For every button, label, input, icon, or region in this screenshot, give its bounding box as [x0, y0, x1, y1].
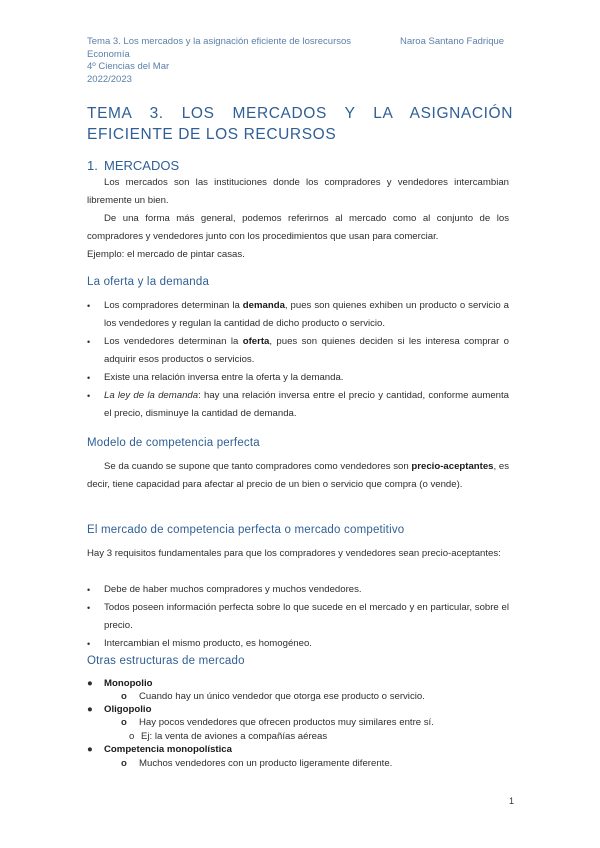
list-oferta-demanda: [87, 297, 509, 423]
bullet-icon: ●: [87, 744, 93, 755]
list-item: • Los vendedores determinan la oferta, pues son quienes deciden si les interesa comprar o adquirir esos productos o servicios.: [87, 333, 509, 369]
list-item-monopolio: ● Monopolio: [87, 678, 153, 689]
bullet-icon: •: [87, 585, 91, 595]
header-course: 4º Ciencias del Mar: [87, 61, 170, 73]
list-item: • Intercambian el mismo producto, es homogéneo.: [87, 635, 509, 653]
bullet-icon: ●: [87, 678, 93, 689]
bullet-icon: •: [87, 373, 91, 383]
sub-item-monopolio: o Cuando hay un único vendedor que otorga ese producto o servicio.: [121, 691, 425, 702]
header-title: Tema 3. Los mercados y la asignación eficiente de losrecursos: [87, 36, 352, 47]
paragraph-modelo: Se da cuando se supone que tanto compradores como vendedores son precio-aceptantes, es decir, tiene capacidad para afectar al precio de un bien o servicio que compra (o vende).: [87, 461, 509, 490]
circle-bullet-icon: o: [121, 758, 127, 769]
list-item: • Todos poseen información perfecta sobre lo que sucede en el mercado y en particular, sobre el precio.: [87, 599, 509, 635]
section-heading-mercados: [87, 158, 179, 173]
bullet-icon: ●: [87, 704, 93, 715]
heading-oferta-demanda: La oferta y la demanda: [87, 276, 210, 288]
header-subject: Economía: [87, 48, 130, 60]
list-item: • Los compradores determinan la demanda, pues son quienes exhiben un producto o servicio a los vendedores y regulan la cantidad de dicho producto o servicio.: [87, 297, 509, 333]
section-number: 1.: [87, 158, 98, 173]
bullet-icon: •: [87, 391, 91, 401]
page-title: TEMA 3. LOS MERCADOS Y LA ASIGNACIÓN EFICIENTE DE LOS RECURSOS: [87, 105, 513, 143]
sub-sub-item-oligopolio-ejemplo: o Ej: la venta de aviones a compañías aéreas: [129, 731, 328, 742]
list-item-competencia-monopolistica: ● Competencia monopolística: [87, 744, 232, 755]
header-year: 2022/2023: [87, 73, 132, 85]
paragraph-mercados-general: De una forma más general, podemos referirnos al mercado como al conjunto de los compradores y vendedores junto con los procedimientos que usan para comerciar.: [87, 213, 509, 242]
section-title: MERCADOS: [104, 158, 180, 173]
list-item: • Existe una relación inversa entre la oferta y la demanda.: [87, 369, 509, 387]
bullet-icon: •: [87, 603, 91, 613]
page-header: [87, 36, 351, 86]
paragraph-requisitos: Hay 3 requisitos fundamentales para que los compradores y vendedores sean precio-aceptantes:: [87, 548, 501, 559]
list-requisitos: [87, 581, 509, 653]
paragraph-example: Ejemplo: el mercado de pintar casas.: [87, 249, 245, 260]
list-item: • La ley de la demanda: hay una relación inversa entre el precio y cantidad, conforme aumenta el precio, disminuye la cantidad de demanda.: [87, 387, 509, 423]
list-item-oligopolio: ● Oligopolio: [87, 704, 152, 715]
sub-item-competencia: o Muchos vendedores con un producto ligeramente diferente.: [121, 758, 393, 769]
circle-bullet-icon: o: [121, 717, 127, 728]
page-number: 1: [509, 796, 515, 806]
heading-otras-estructuras: Otras estructuras de mercado: [87, 655, 245, 667]
bullet-icon: •: [87, 337, 91, 347]
sub-item-oligopolio: o Hay pocos vendedores que ofrecen productos muy similares entre sí.: [121, 717, 434, 728]
circle-bullet-icon: o: [129, 731, 135, 742]
heading-modelo-competencia: Modelo de competencia perfecta: [87, 437, 260, 449]
heading-mercado-competitivo: El mercado de competencia perfecta o mercado competitivo: [87, 524, 405, 536]
list-item: • Debe de haber muchos compradores y muchos vendedores.: [87, 581, 509, 599]
bullet-icon: •: [87, 301, 91, 311]
header-author: Naroa Santano Fadrique: [400, 36, 505, 47]
bullet-icon: •: [87, 639, 91, 649]
paragraph-mercados-def: Los mercados son las instituciones donde los compradores y vendedores intercambian libremente un bien.: [87, 177, 509, 206]
circle-bullet-icon: o: [121, 691, 127, 702]
